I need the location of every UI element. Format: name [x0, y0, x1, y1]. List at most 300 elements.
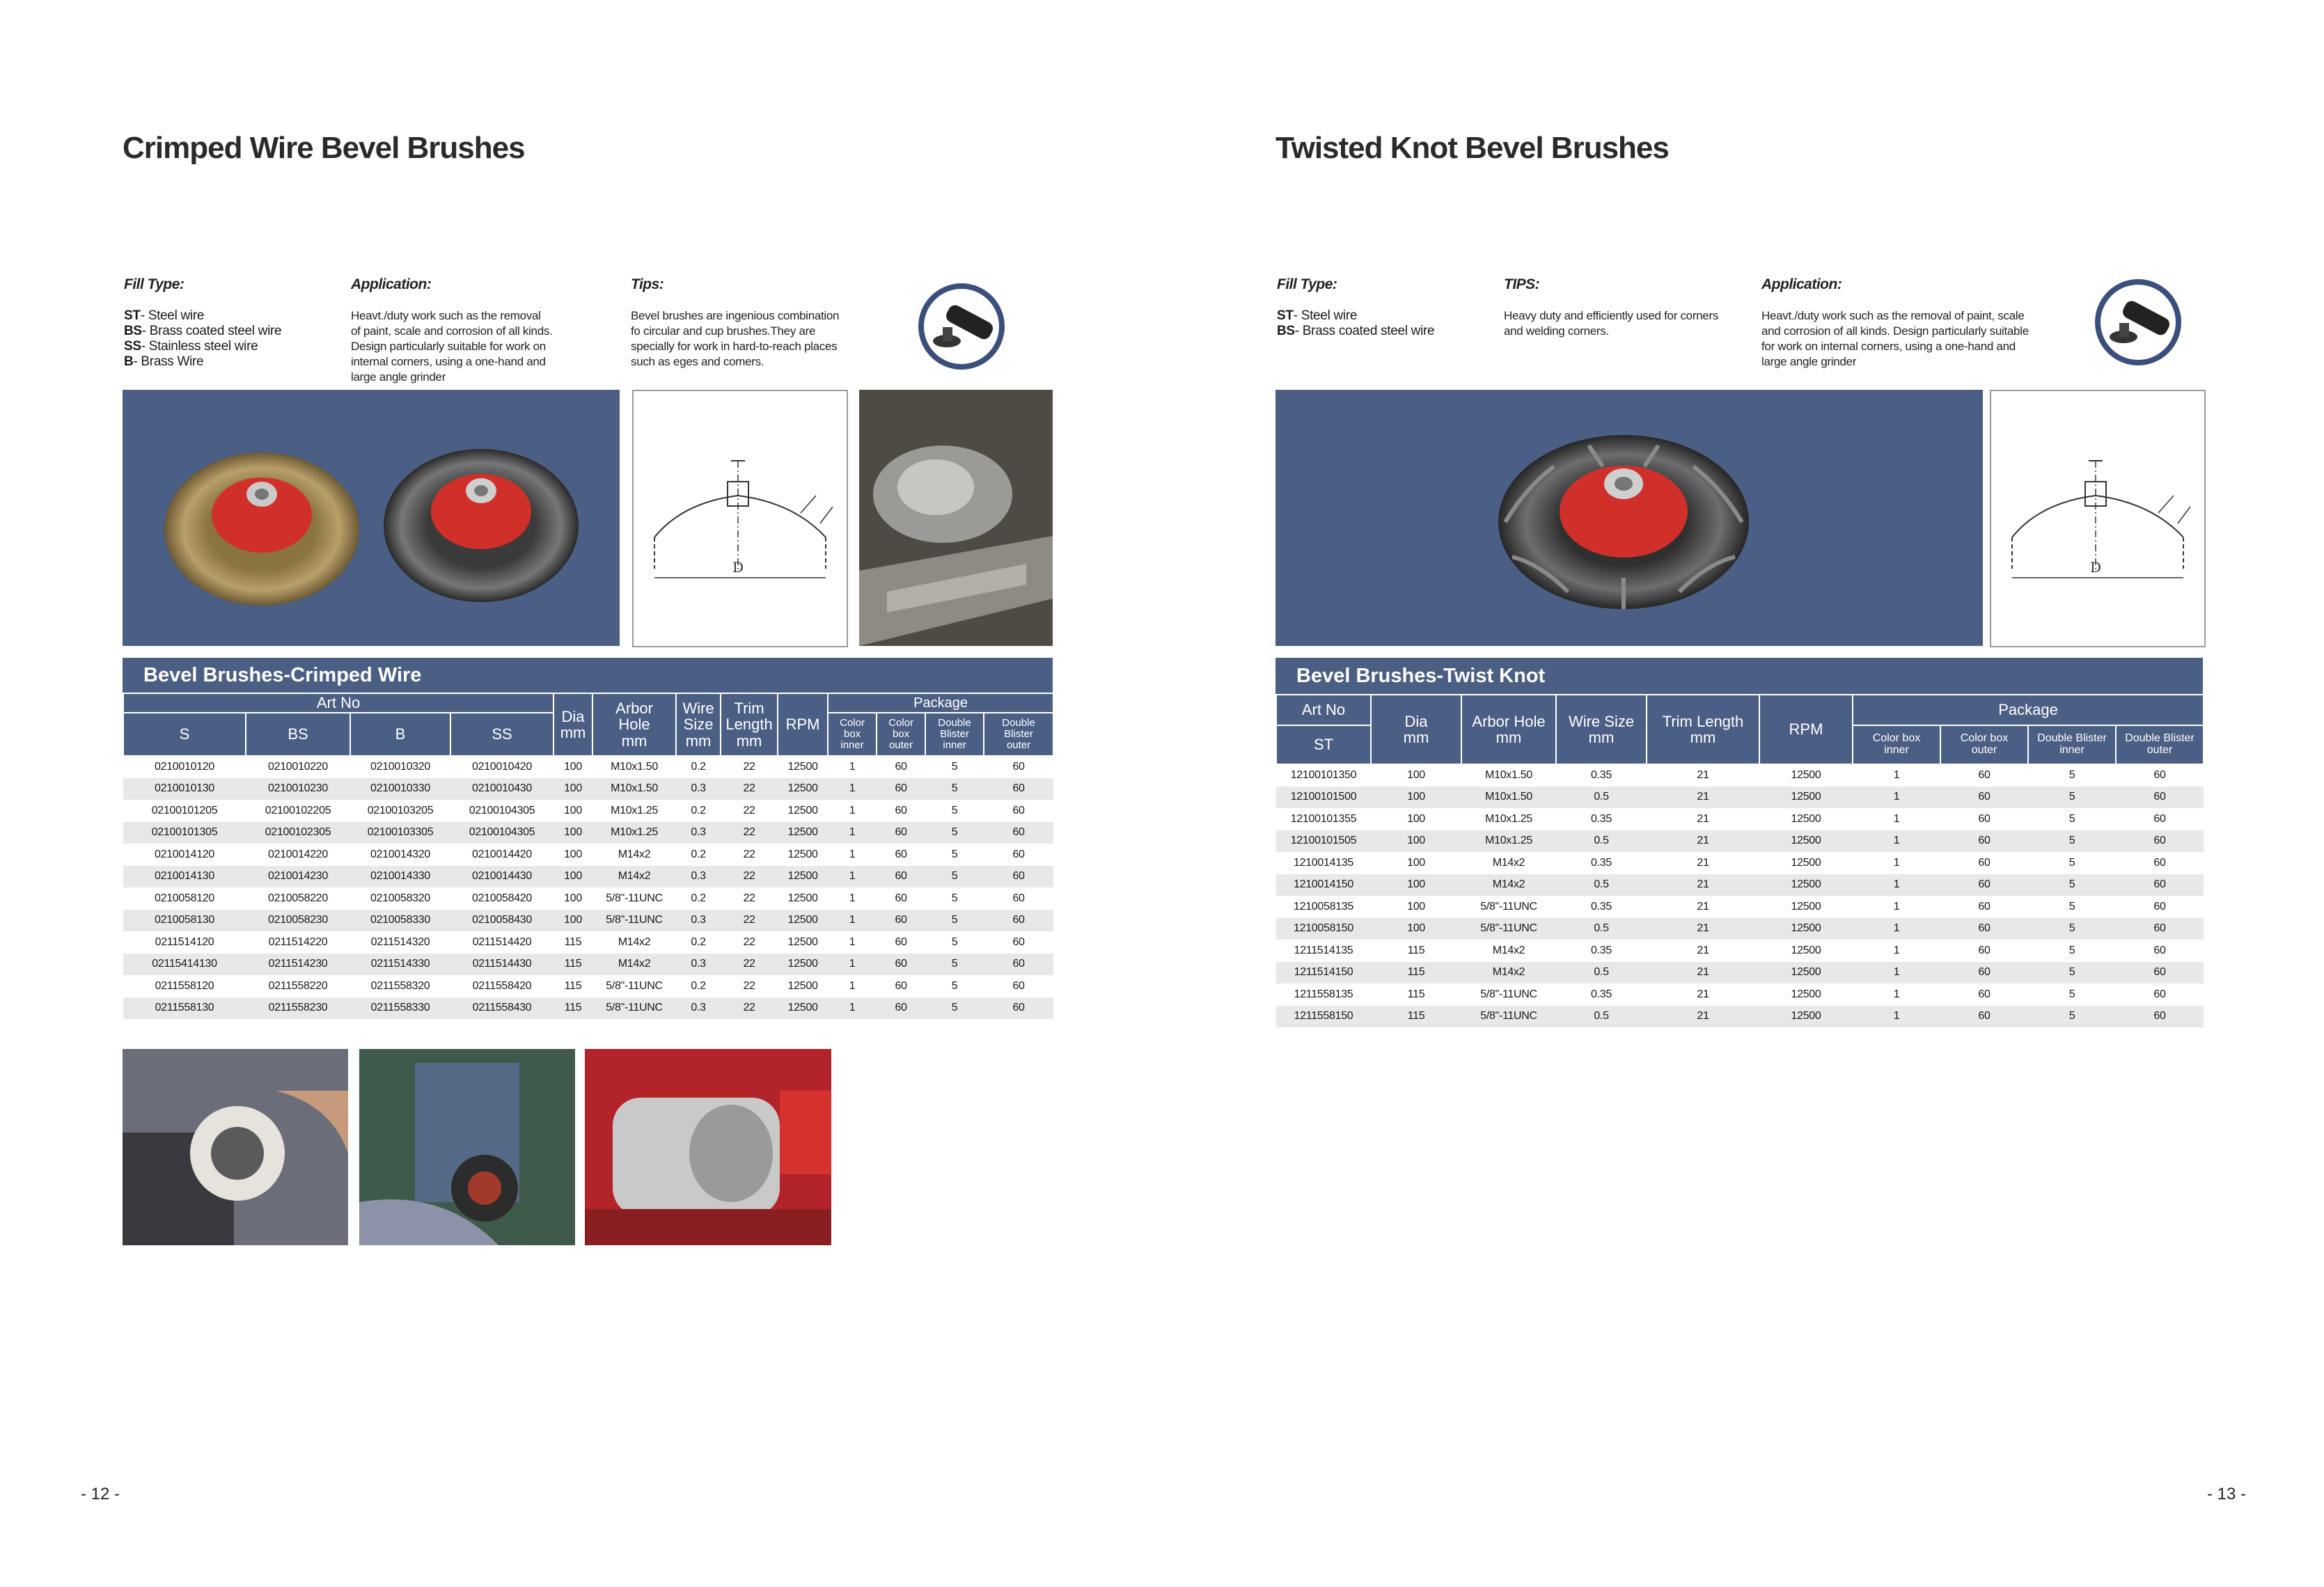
tips-line: such as eges and comers. [631, 355, 764, 368]
fill-type-desc: - Brass coated steel wire [1294, 324, 1435, 338]
table-cell: M14x2 [1461, 962, 1556, 984]
table-cell: 60 [895, 935, 907, 948]
table-cell: 115 [553, 954, 592, 976]
table-cell: 0.3 [676, 997, 721, 1020]
usage-photo-2 [359, 1049, 575, 1245]
table-cell: 60 [1940, 787, 2028, 809]
table-cell: 22 [743, 804, 755, 816]
table-cell: 60 [2153, 944, 2166, 956]
table-cell: 60 [1012, 804, 1025, 816]
table-cell: 60 [1940, 918, 2028, 940]
rpm-header: RPM [1759, 695, 1853, 764]
table-cell: 100 [1407, 900, 1425, 913]
table-cell: 1 [828, 910, 877, 932]
table-cell: 5/8"-11UNC [1480, 900, 1537, 913]
table-cell: M10x1.50 [611, 761, 658, 773]
table-cell: 0211514430 [450, 954, 553, 976]
table-cell: 02100104305 [469, 804, 535, 816]
table-cell: 1 [1853, 874, 1940, 897]
table-cell: 60 [984, 822, 1053, 844]
table-cell: 12500 [787, 892, 818, 904]
wire-size-header: Wire Size mm [676, 693, 721, 756]
table-cell: 02100103305 [350, 822, 450, 844]
table-cell: 21 [1697, 900, 1709, 913]
table-cell: 0211558430 [450, 997, 553, 1020]
fill-type-code: BS [124, 324, 142, 338]
table-cell: 60 [1978, 856, 1991, 869]
table-cell: 5 [2068, 812, 2075, 825]
table-cell: 60 [1012, 935, 1025, 948]
table-cell: 5 [925, 822, 984, 844]
table-cell: 115 [564, 979, 582, 992]
table-cell: 12500 [1791, 944, 1821, 956]
table-cell: 21 [1647, 787, 1759, 809]
st-header: ST [1276, 725, 1371, 764]
table-cell: 5/8"-11UNC [606, 979, 663, 992]
table-cell: 5/8"-11UNC [606, 892, 663, 904]
table-cell: M10x1.25 [1461, 830, 1556, 853]
table-cell: 12500 [787, 935, 818, 948]
double-blister-outer-header: Double Blister outer [984, 713, 1053, 756]
fill-type-list [124, 308, 333, 370]
table-cell: 5 [2028, 787, 2116, 809]
table-cell: 100 [1371, 787, 1461, 809]
angle-grinder-icon [916, 281, 1007, 372]
table-cell: 0.2 [691, 761, 706, 773]
table-cell: 60 [877, 997, 925, 1020]
left-fill-type [124, 276, 333, 370]
table-cell: 22 [721, 822, 778, 844]
table-cell: 5/8"-11UNC [1461, 1006, 1556, 1028]
table-cell: 1 [849, 848, 856, 860]
table-cell: 0210014320 [370, 848, 430, 860]
table-cell: 0.2 [691, 935, 706, 948]
table-cell: 12500 [778, 954, 828, 976]
table-cell: 60 [895, 848, 907, 860]
table-cell: 5 [925, 910, 984, 932]
table-cell: 0.5 [1556, 830, 1647, 853]
table-cell: 1 [849, 892, 856, 904]
table-cell: 22 [743, 935, 755, 948]
table-cell: 60 [1978, 988, 1991, 1000]
table-cell: 22 [743, 979, 755, 992]
table-cell: 5 [951, 848, 958, 860]
b-header: B [350, 713, 450, 756]
table-cell: 22 [743, 848, 755, 860]
table-row [123, 954, 1053, 976]
table-cell: 22 [721, 866, 778, 888]
package-header: Package [828, 693, 1053, 713]
table-cell: 0.2 [691, 804, 706, 816]
table-cell: 5 [925, 997, 984, 1020]
table-cell: 60 [1012, 892, 1025, 904]
table-cell: 5/8"-11UNC [1480, 988, 1537, 1000]
table-cell: 115 [1371, 962, 1461, 984]
table-cell: 02100103205 [367, 804, 434, 816]
table-cell: 0210058230 [246, 910, 350, 932]
table-cell: 12500 [778, 778, 828, 800]
table-cell: 12500 [1791, 769, 1821, 782]
fill-type-code: ST [124, 308, 141, 323]
tips-line: and welding corners. [1504, 324, 1609, 338]
table-cell: 21 [1647, 830, 1759, 853]
table-cell: 100 [564, 761, 582, 773]
brass-brush-image [164, 452, 359, 606]
table-cell: 0.3 [676, 954, 721, 976]
table-cell: 60 [984, 778, 1053, 800]
table-cell: 60 [1012, 979, 1025, 992]
table-cell: 12500 [1759, 830, 1853, 853]
table-cell: 5 [2068, 988, 2075, 1000]
table-cell: 12500 [1791, 812, 1821, 825]
table-row [1276, 764, 2204, 787]
table-cell: 12100101500 [1276, 787, 1371, 809]
application-heading: Application: [1761, 276, 1842, 292]
fill-type-code: SS [124, 339, 141, 354]
table-cell: 0211558420 [472, 979, 532, 992]
art-no-header: Art No [1276, 695, 1371, 725]
table-cell: 115 [1407, 988, 1425, 1000]
table-cell: 22 [743, 761, 755, 773]
table-row [123, 866, 1053, 888]
twist-knot-table-title: Bevel Brushes-Twist Knot [1275, 658, 2203, 694]
application-line: large angle grinder [1761, 355, 1857, 368]
table-cell: 100 [1407, 856, 1425, 869]
table-cell: 22 [721, 997, 778, 1020]
table-cell: 0.3 [676, 822, 721, 844]
table-cell: 60 [984, 997, 1053, 1020]
table-cell: 21 [1697, 988, 1709, 1000]
trim-length-header: Trim Length mm [1647, 695, 1759, 764]
table-cell: 5 [925, 866, 984, 888]
s-header: S [123, 713, 246, 756]
table-cell: 1 [1893, 900, 1900, 913]
table-cell: 02100102205 [265, 804, 331, 816]
diagram-dimension-label: D [2089, 559, 2102, 576]
table-row [123, 844, 1053, 866]
table-cell: 22 [721, 910, 778, 932]
fill-type-desc: - Brass Wire [133, 354, 204, 369]
application-text [1761, 308, 2068, 370]
table-cell: M14x2 [1492, 944, 1525, 956]
table-cell: 1 [1893, 988, 1900, 1000]
table-cell: 12500 [787, 804, 818, 816]
table-cell: 100 [1371, 830, 1461, 853]
tips-text [1504, 308, 1741, 339]
fill-type-list [1277, 308, 1486, 339]
table-cell: 0210010120 [155, 761, 214, 773]
dia-header: Dia mm [553, 693, 592, 756]
table-cell: 0210014130 [123, 866, 246, 888]
table-cell: 21 [1697, 769, 1709, 782]
table-row [123, 910, 1053, 932]
table-cell: 5 [951, 804, 958, 816]
table-row [123, 931, 1053, 954]
table-cell: 1 [1893, 812, 1900, 825]
table-cell: 100 [553, 778, 592, 800]
table-cell: 21 [1647, 1006, 1759, 1028]
table-cell: 0211558130 [123, 997, 246, 1020]
application-line: Design particularly suitable for work on [351, 340, 546, 353]
left-tips [631, 276, 881, 370]
table-cell: 60 [1978, 944, 1991, 956]
table-cell: 02115414130 [123, 954, 246, 976]
left-page-title: Crimped Wire Bevel Brushes [123, 131, 525, 165]
table-cell: 1211514150 [1276, 962, 1371, 984]
table-cell: 5 [951, 979, 958, 992]
table-cell: 60 [2116, 1006, 2204, 1028]
usage-photo-1 [123, 1049, 348, 1245]
table-cell: 12500 [1759, 787, 1853, 809]
table-cell: 5 [2068, 900, 2075, 913]
table-cell: 5/8"-11UNC [1461, 918, 1556, 940]
table-cell: 60 [2153, 988, 2166, 1000]
table-cell: 60 [1940, 830, 2028, 853]
table-cell: 0211514120 [155, 935, 214, 948]
table-cell: 60 [1978, 900, 1991, 913]
table-row [123, 756, 1053, 778]
fill-type-code: ST [1277, 308, 1294, 323]
fill-type-item [124, 339, 333, 354]
table-cell: 60 [877, 910, 925, 932]
application-line: and corrosion of all kinds. Design particularly suitable [1761, 324, 2029, 338]
usage-photo-3 [585, 1049, 831, 1245]
steel-brush-image [384, 449, 579, 602]
table-cell: M14x2 [618, 848, 651, 860]
table-cell: 12500 [778, 910, 828, 932]
table-cell: 60 [1978, 769, 1991, 782]
table-cell: 100 [1371, 874, 1461, 897]
twist-knot-spec-table [1275, 694, 2204, 1027]
application-photo [859, 390, 1053, 646]
table-cell: 0210010320 [370, 761, 430, 773]
table-cell: 100 [553, 822, 592, 844]
right-tips [1504, 276, 1741, 339]
left-page-number: - 12 - [81, 1485, 120, 1503]
table-cell: M10x1.25 [611, 804, 658, 816]
table-cell: 0210014330 [350, 866, 450, 888]
table-cell: 0210058330 [350, 910, 450, 932]
tips-heading: Tips: [631, 276, 664, 292]
table-cell: 0210010130 [123, 778, 246, 800]
table-cell: 60 [1940, 1006, 2028, 1028]
fill-type-desc: - Stainless steel wire [141, 339, 258, 354]
crimped-table-title: Bevel Brushes-Crimped Wire [123, 658, 1053, 693]
table-cell: 12500 [787, 848, 818, 860]
art-no-header: Art No [123, 693, 553, 713]
table-cell: 60 [877, 954, 925, 976]
table-cell: 1 [828, 778, 877, 800]
table-cell: 0211514420 [472, 935, 532, 948]
table-row [123, 778, 1053, 800]
right-application [1761, 276, 2068, 370]
right-page-title: Twisted Knot Bevel Brushes [1275, 131, 1669, 165]
fill-type-heading: Fill Type: [1277, 276, 1337, 292]
table-cell: 100 [553, 910, 592, 932]
table-cell: 60 [1940, 874, 2028, 897]
table-cell: 5 [951, 892, 958, 904]
table-cell: 12500 [778, 866, 828, 888]
table-cell: M10x1.25 [1485, 812, 1532, 825]
table-cell: 0210058320 [370, 892, 430, 904]
table-cell: 1210014135 [1294, 856, 1353, 869]
application-line: large angle grinder [351, 370, 446, 384]
table-cell: 0210010420 [472, 761, 533, 773]
table-cell: 1 [828, 954, 877, 976]
double-blister-outer-header: Double Blister outer [2116, 725, 2204, 764]
angle-grinder-icon [2093, 277, 2183, 368]
table-cell: 1210058135 [1294, 900, 1353, 913]
table-cell: 60 [2116, 830, 2204, 853]
table-cell: 60 [984, 954, 1053, 976]
table-cell: 5/8"-11UNC [592, 910, 676, 932]
table-cell: 0210014120 [155, 848, 214, 860]
wire-size-header: Wire Size mm [1556, 695, 1647, 764]
table-cell: 0.3 [676, 866, 721, 888]
table-cell: 1 [828, 866, 877, 888]
table-cell: 12500 [787, 979, 818, 992]
table-cell: 0.5 [1556, 962, 1647, 984]
table-cell: 0210014430 [450, 866, 553, 888]
table-cell: 60 [984, 866, 1053, 888]
table-cell: 0.2 [691, 892, 706, 904]
table-cell: M10x1.25 [592, 822, 676, 844]
table-cell: 0210058420 [472, 892, 533, 904]
table-cell: 12500 [1759, 874, 1853, 897]
table-cell: 12500 [787, 761, 818, 773]
table-cell: 21 [1697, 944, 1709, 956]
table-cell: 0210010220 [268, 761, 328, 773]
table-cell: 60 [2116, 787, 2204, 809]
table-cell: 1 [1853, 962, 1940, 984]
table-cell: 0.5 [1556, 874, 1647, 897]
table-cell: 0.35 [1591, 900, 1612, 913]
table-cell: 0.3 [676, 778, 721, 800]
table-cell: 21 [1647, 962, 1759, 984]
table-cell: 60 [2116, 918, 2204, 940]
table-cell: 1 [1893, 769, 1900, 782]
bevel-brush-diagram [1990, 390, 2206, 647]
table-cell: 1 [1893, 856, 1900, 869]
table-cell: 100 [1407, 769, 1425, 782]
right-fill-type [1277, 276, 1486, 339]
application-text [351, 308, 602, 385]
application-line: internal corners, using a one-hand and [351, 355, 546, 368]
table-cell: 60 [877, 778, 925, 800]
table-cell: 1 [849, 979, 856, 992]
table-cell: 21 [1697, 812, 1709, 825]
table-cell: M14x2 [592, 954, 676, 976]
bs-header: BS [246, 713, 350, 756]
package-header: Package [1853, 695, 2204, 725]
table-cell: 0210010230 [246, 778, 350, 800]
table-cell: 1210014150 [1276, 874, 1371, 897]
table-cell: 1 [1853, 787, 1940, 809]
table-cell: M10x1.50 [1485, 769, 1532, 782]
table-cell: 60 [2153, 769, 2166, 782]
table-cell: 02100102305 [246, 822, 350, 844]
table-cell: 0210014420 [472, 848, 533, 860]
table-row [123, 975, 1053, 997]
table-cell: 60 [1940, 962, 2028, 984]
table-cell: 12500 [778, 822, 828, 844]
table-cell: 1 [849, 761, 856, 773]
double-blister-inner-header: Double Blister inner [2028, 725, 2116, 764]
table-cell: 0211558120 [155, 979, 214, 992]
table-cell: 0211558230 [246, 997, 350, 1020]
table-cell: 22 [721, 954, 778, 976]
table-cell: 21 [1697, 856, 1709, 869]
table-cell: 60 [877, 822, 925, 844]
table-row [123, 997, 1053, 1020]
fill-type-item [1277, 308, 1486, 324]
crimped-brush-photo [123, 390, 620, 646]
table-cell: M14x2 [592, 866, 676, 888]
table-row [123, 822, 1053, 844]
fill-type-code: BS [1277, 324, 1295, 338]
table-cell: 1 [849, 804, 856, 816]
tips-line: fo circular and cup brushes.They are [631, 324, 816, 338]
table-cell: 0210058430 [450, 910, 553, 932]
application-line: of paint, scale and corrosion of all kinds. [351, 324, 553, 338]
table-cell: 60 [1012, 848, 1025, 860]
table-cell: 0210058130 [123, 910, 246, 932]
table-cell: 12500 [1759, 962, 1853, 984]
table-cell: 60 [984, 910, 1053, 932]
table-cell: 0.5 [1556, 787, 1647, 809]
table-cell: 12100101355 [1290, 812, 1357, 825]
table-cell: 60 [1978, 812, 1991, 825]
table-cell: 1210058150 [1276, 918, 1371, 940]
table-cell: 115 [564, 935, 582, 948]
fill-type-desc: - Steel wire [1293, 308, 1358, 323]
table-cell: 100 [1407, 812, 1425, 825]
table-cell: 0.35 [1591, 769, 1612, 782]
application-line: Heavt./duty work such as the removal [351, 309, 541, 322]
table-cell: 0.35 [1591, 856, 1612, 869]
table-row [1276, 962, 2204, 984]
table-cell: 60 [1012, 761, 1025, 773]
table-cell: 60 [895, 892, 907, 904]
table-row [1276, 808, 2204, 830]
table-cell: 12100101505 [1276, 830, 1371, 853]
table-row [1276, 787, 2204, 809]
table-cell: 60 [895, 979, 907, 992]
fill-type-item [124, 354, 333, 370]
table-cell: 115 [553, 997, 592, 1020]
ss-header: SS [450, 713, 553, 756]
color-box-inner-header: Color box inner [1853, 725, 1940, 764]
table-cell: 12500 [778, 997, 828, 1020]
table-row [1276, 1006, 2204, 1028]
table-cell: 0.35 [1591, 988, 1612, 1000]
table-cell: 1 [1893, 944, 1900, 956]
table-cell: 5 [2028, 962, 2116, 984]
table-cell: 02100104305 [450, 822, 553, 844]
table-cell: 115 [1371, 1006, 1461, 1028]
table-cell: 0.2 [691, 848, 706, 860]
table-cell: 22 [721, 778, 778, 800]
table-cell: 0211514220 [268, 935, 328, 948]
table-cell: 60 [895, 761, 907, 773]
application-line: Heavt./duty work such as the removal of paint, scale [1761, 309, 2025, 322]
table-cell: 60 [2153, 900, 2166, 913]
fill-type-code: B [124, 354, 134, 369]
table-cell: 1211558150 [1276, 1006, 1371, 1028]
table-cell: 115 [1407, 944, 1425, 956]
color-box-outer-header: Color box outer [877, 713, 925, 756]
table-cell: 0211514320 [370, 935, 430, 948]
